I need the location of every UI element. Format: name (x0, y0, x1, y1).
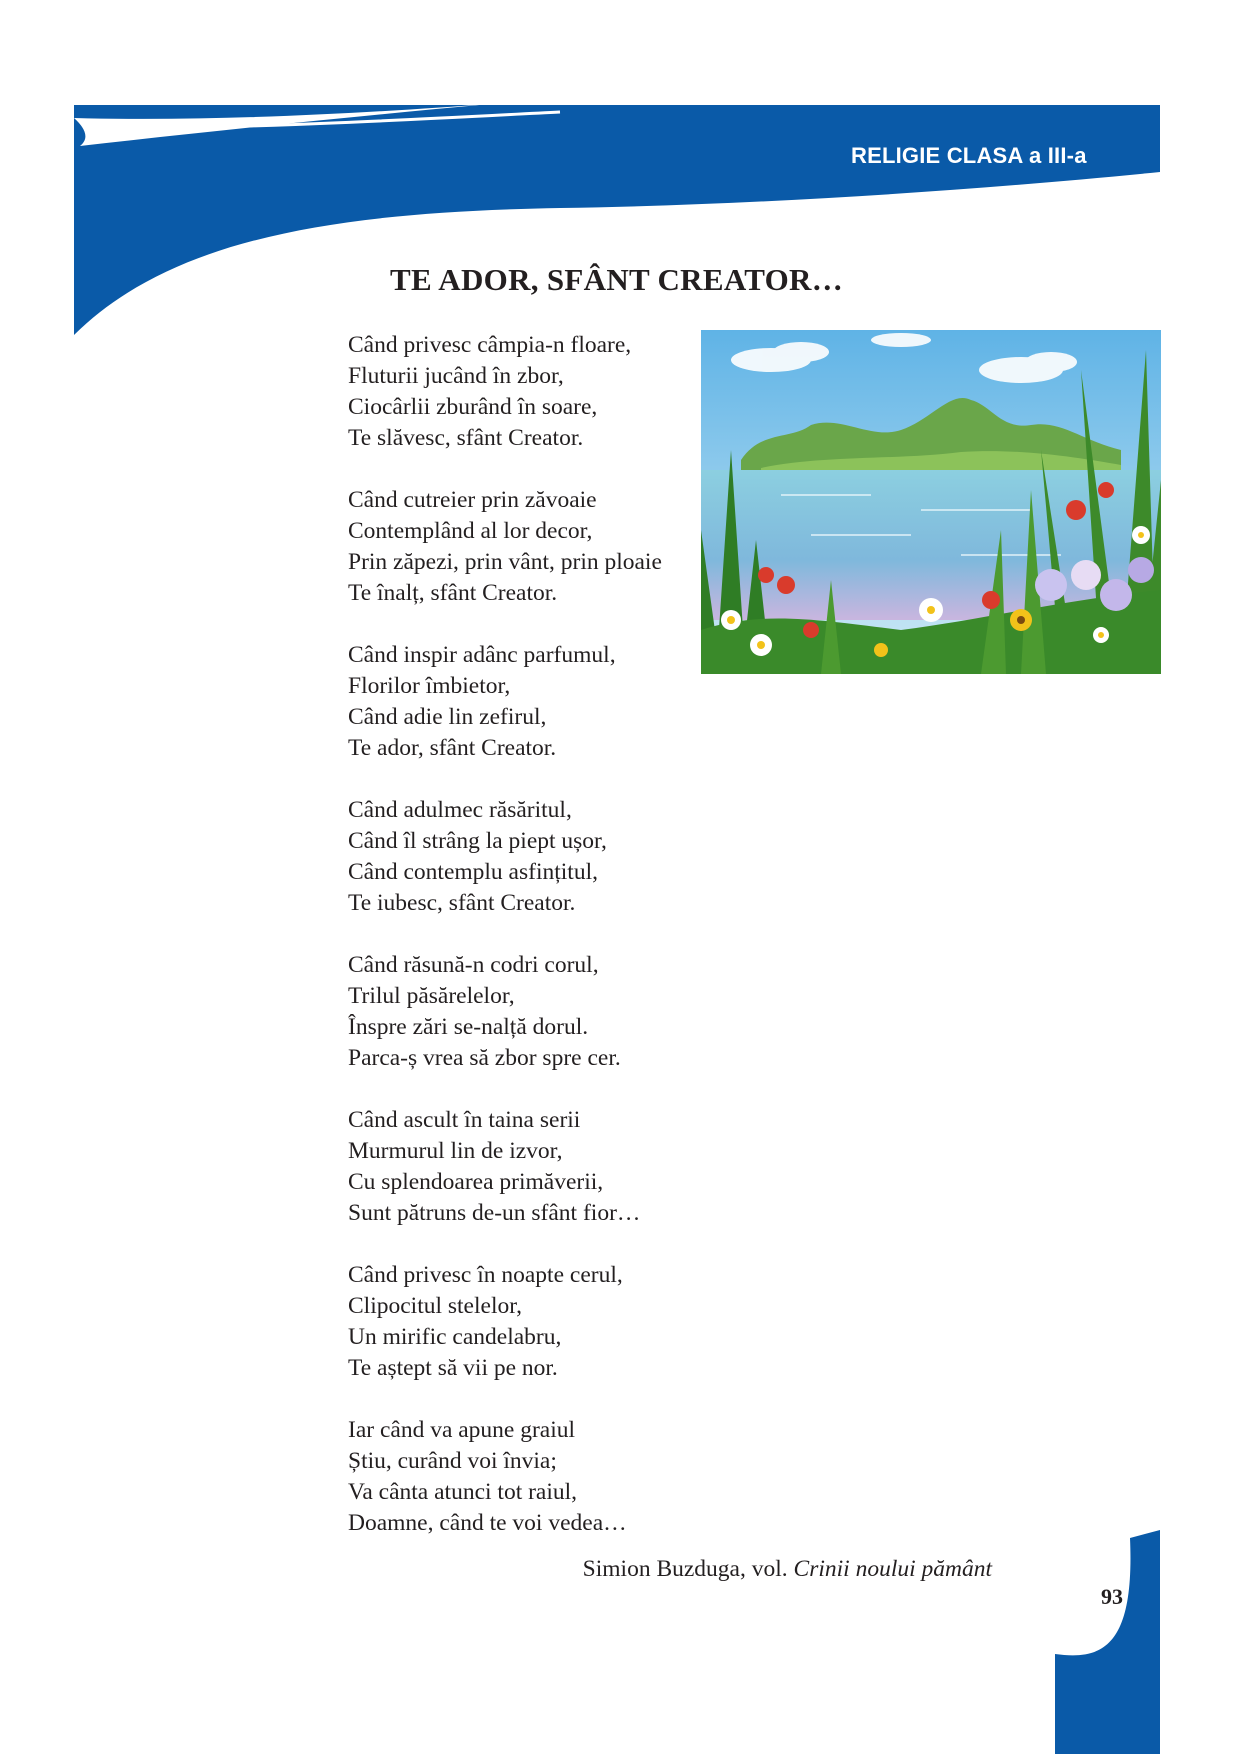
attribution (583, 1556, 992, 1583)
poem-line: Va cânta atunci tot raiul, (348, 1479, 578, 1505)
poem-line: Parca-ș vrea să zbor spre cer. (348, 1045, 621, 1071)
stanza-8 (348, 1415, 708, 1539)
poem-line: Trilul păsărelelor, (348, 983, 515, 1009)
poem-line: Înspre zări se-nalță dorul. (348, 1014, 589, 1040)
poem-line: Când contemplu asfințitul, (348, 859, 598, 885)
stanza-2 (348, 485, 708, 609)
poem-line: Te ador, sfânt Creator. (348, 735, 557, 761)
poem-line: Când îl strâng la piept ușor, (348, 828, 607, 854)
stanza-6 (348, 1105, 708, 1229)
page-number: 93 (1101, 1584, 1123, 1609)
poem (348, 330, 708, 1570)
poem-line: Te aștept să vii pe nor. (348, 1355, 558, 1381)
poem-line: Când adie lin zefirul, (348, 704, 547, 730)
poem-line: Cu splendoarea primăverii, (348, 1169, 604, 1195)
poem-line: Doamne, când te voi vedea… (348, 1510, 627, 1536)
page-title: TE ADOR, SFÂNT CREATOR… (390, 262, 844, 297)
poem-line: Clipocitul stelelor, (348, 1293, 522, 1319)
lake-meadow-flowers-illustration (701, 330, 1161, 674)
poem-line: Prin zăpezi, prin vânt, prin ploaie (348, 549, 662, 575)
header-title: RELIGIE CLASA a III-a (851, 143, 1087, 168)
stanza-1 (348, 330, 708, 454)
poem-line: Florilor îmbietor, (348, 673, 511, 699)
poem-line: Iar când va apune graiul (348, 1417, 576, 1443)
poem-line: Când răsună-n codri corul, (348, 952, 599, 978)
poem-line: Contemplând al lor decor, (348, 518, 593, 544)
stanza-7 (348, 1260, 708, 1384)
poem-line: Te slăvesc, sfânt Creator. (348, 425, 584, 451)
poem-line: Sunt pătruns de-un sfânt fior… (348, 1200, 641, 1226)
poem-line: Când adulmec răsăritul, (348, 797, 572, 823)
poem-line: Te înalț, sfânt Creator. (348, 580, 558, 606)
poem-line: Când privesc în noapte cerul, (348, 1262, 623, 1288)
book-title: Crinii noului pământ (793, 1556, 992, 1582)
poem-line: Un mirific candelabru, (348, 1324, 562, 1350)
poem-line: Fluturii jucând în zbor, (348, 363, 564, 389)
poem-line: Când privesc câmpia-n floare, (348, 332, 632, 358)
stanza-5 (348, 950, 708, 1074)
corner-band (1050, 1530, 1240, 1754)
stanza-3 (348, 640, 708, 764)
poem-line: Te iubesc, sfânt Creator. (348, 890, 576, 916)
poem-line: Ciocârlii zburând în soare, (348, 394, 598, 420)
poem-line: Când cutreier prin zăvoaie (348, 487, 597, 513)
poem-line: Murmurul lin de izvor, (348, 1138, 563, 1164)
poem-line: Când ascult în taina serii (348, 1107, 581, 1133)
poem-line: Știu, curând voi învia; (348, 1448, 557, 1474)
poem-line: Când inspir adânc parfumul, (348, 642, 616, 668)
stanza-4 (348, 795, 708, 919)
author-name: Simion Buzduga, vol. (582, 1556, 794, 1582)
